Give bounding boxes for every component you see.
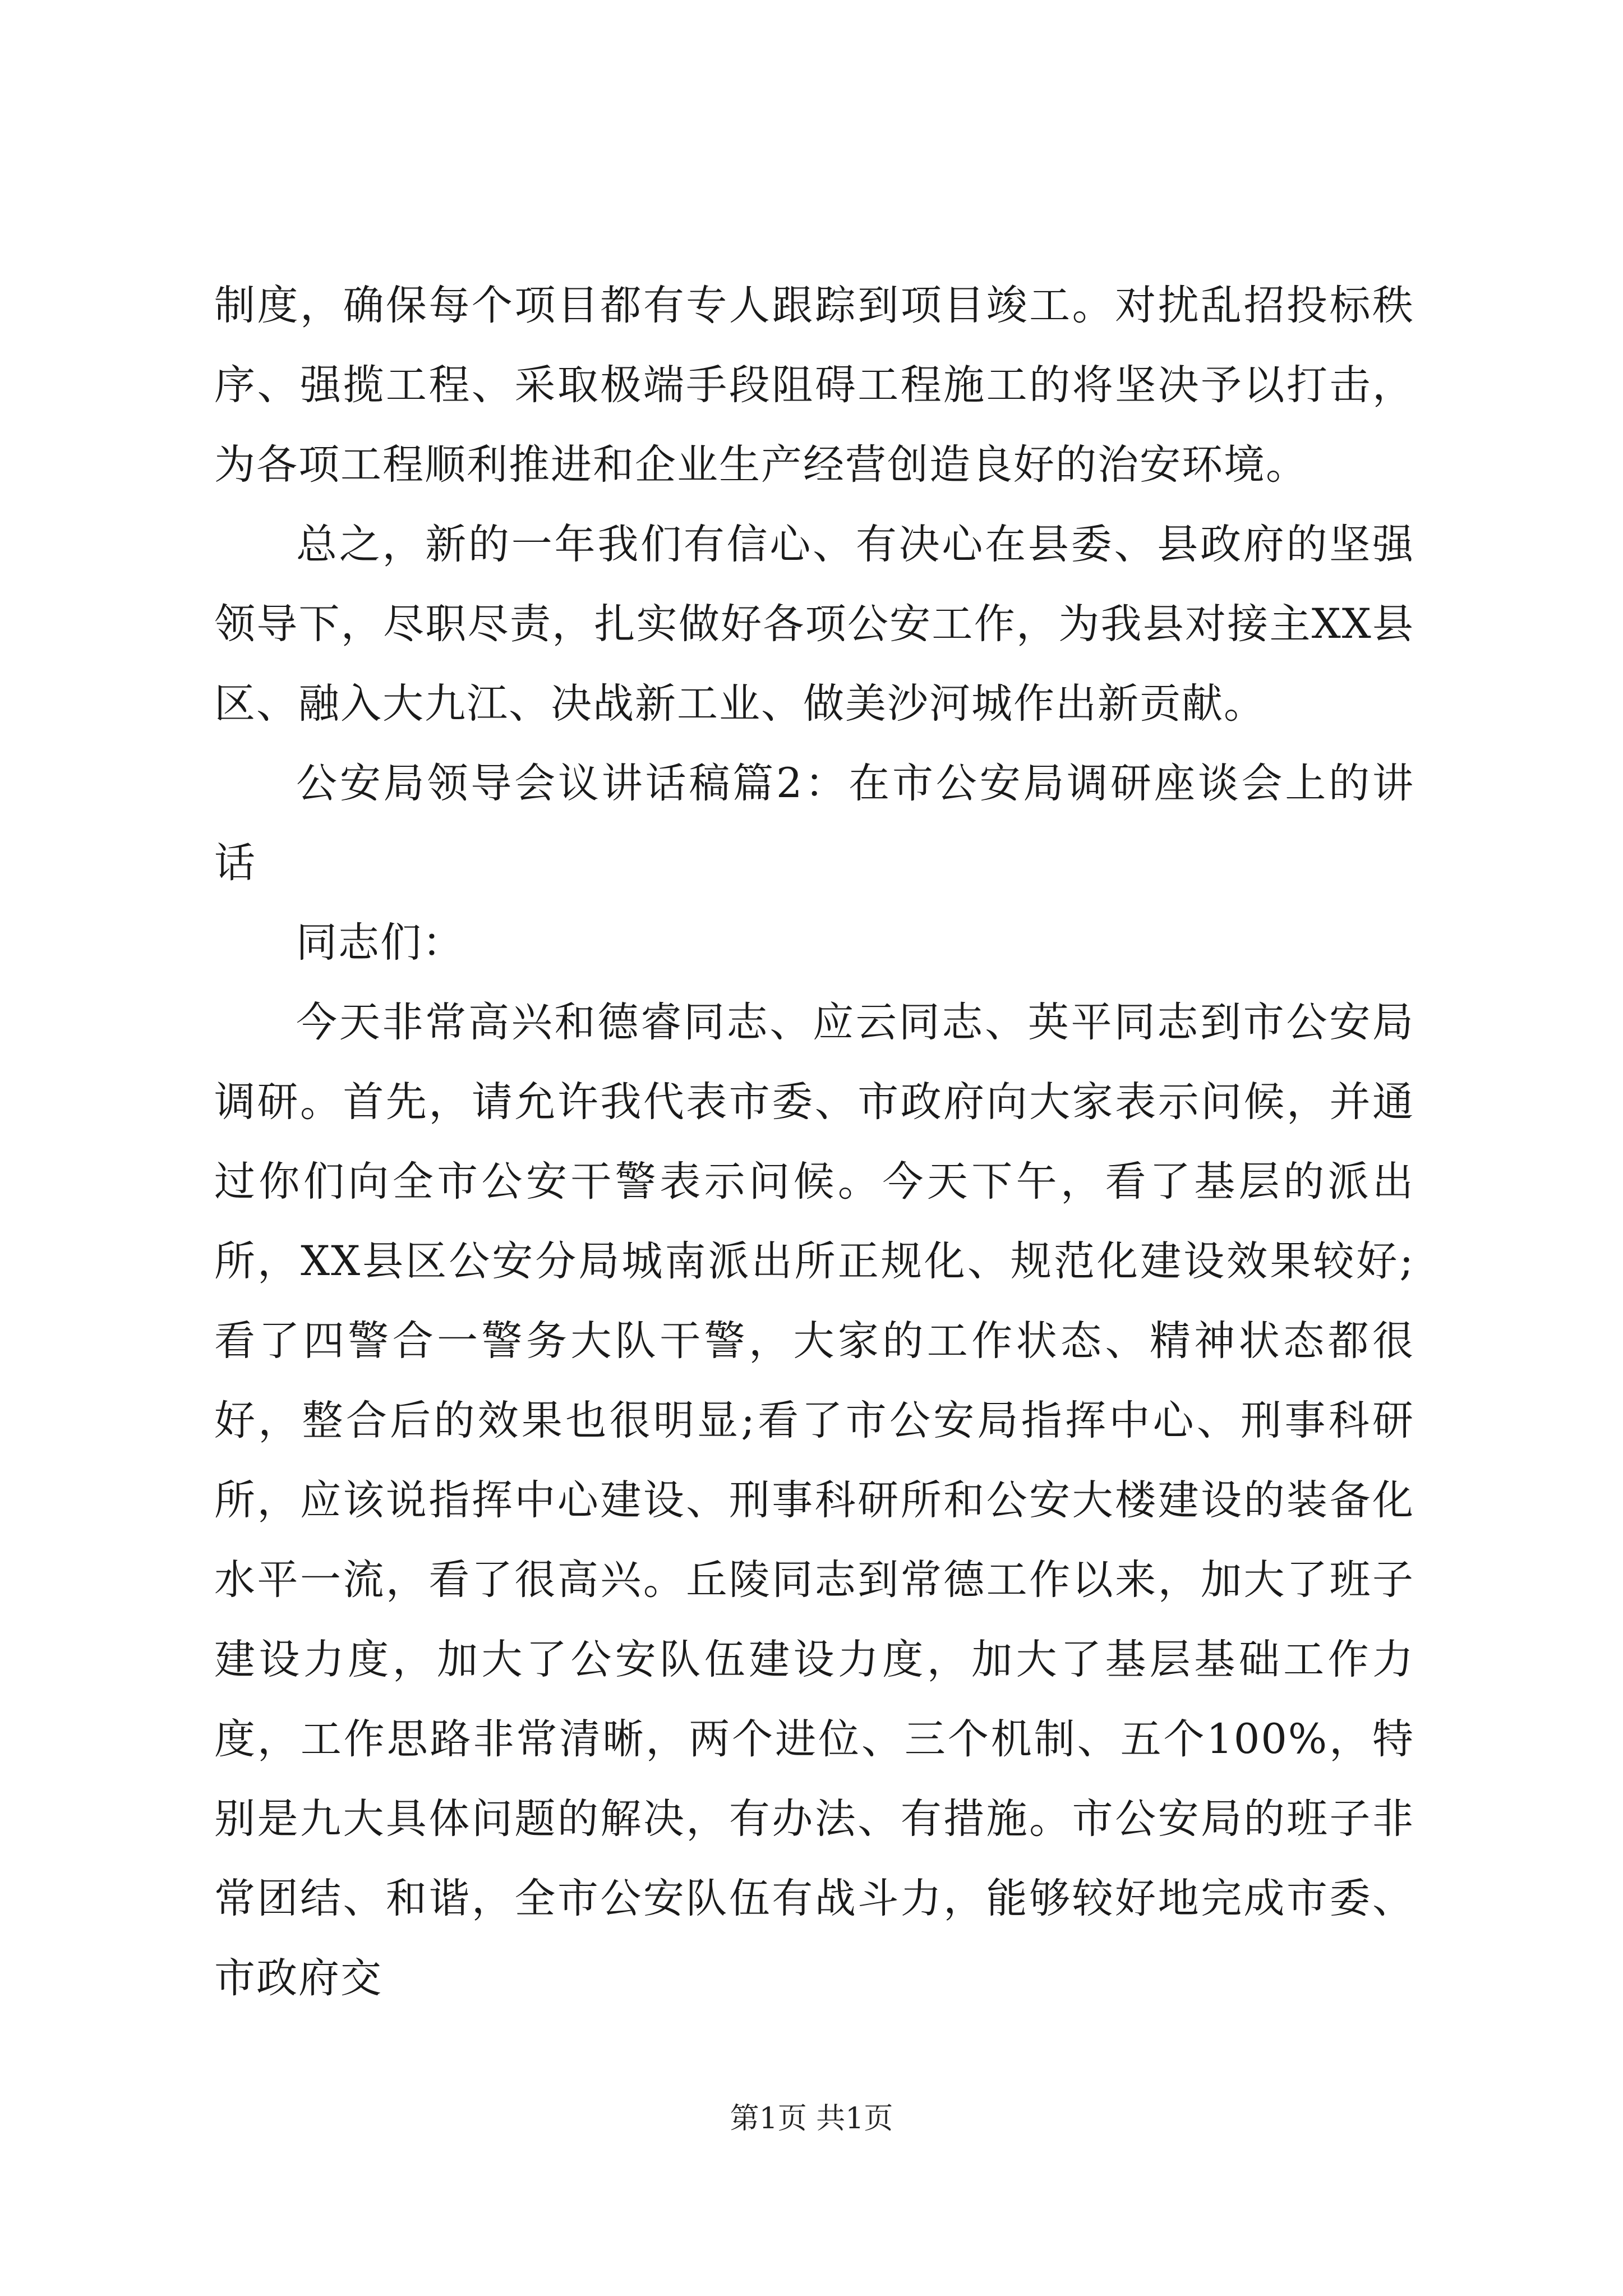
page-footer: 第1页 共1页: [730, 2102, 893, 2136]
salutation: 同志们：: [296, 919, 464, 967]
section-heading: 公安局领导会议讲话稿篇2：在市公安局调研座谈会上的讲话: [214, 760, 1414, 887]
paragraph-conclusion: 总之，新的一年我们有信心、有决心在县委、县政府的坚强领导下，尽职尽责，扎实做好各项公安工作，为我县对接主XX县区、融入大九江、决战新工业、做美沙河城作出新贡献。: [214, 521, 1414, 728]
document-body: [214, 266, 1414, 2018]
paragraph-continued: 制度，确保每个项目都有专人跟踪到项目竣工。对扰乱招投标秩序、强揽工程、采取极端手段阻碍工程施工的将坚决予以打击，为各项工程顺利推进和企业生产经营创造良好的治安环境。: [214, 282, 1414, 489]
paragraph-speech-body: 今天非常高兴和德睿同志、应云同志、英平同志到市公安局调研。首先，请允许我代表市委、市政府向大家表示问候，并通过你们向全市公安干警表示问候。今天下午，看了基层的派出所，XX县区公安分局城南派出所正规化、规范化建设效果较好;看了四警合一警务大队干警，大家的工作状态、精神状态都很好，整合后的效果也很明显;看了市公安局指挥中心、刑事科研所，应该说指挥中心建设、刑事科研所和公安大楼建设的装备化水平一流，看了很高兴。丘陵同志到常德工作以来，加大了班子建设力度，加大了公安队伍建设力度，加大了基层基础工作力度，工作思路非常清晰，两个进位、三个机制、五个100%，特别是九大具体问题的解决，有办法、有措施。市公安局的班子非常团结、和谐，全市公安队伍有战斗力，能够较好地完成市委、市政府交: [214, 999, 1414, 2002]
